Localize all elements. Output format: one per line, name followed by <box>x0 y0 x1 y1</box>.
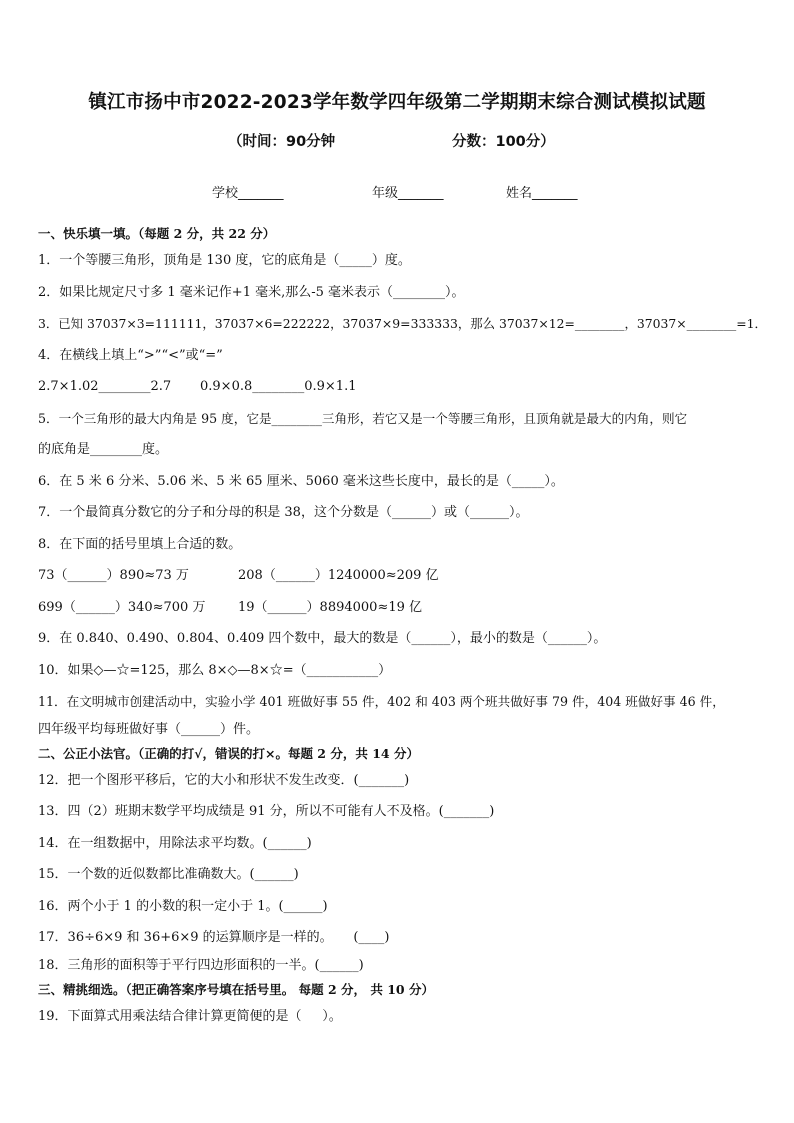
question-8c: 699（______）340≈700 万 <box>38 599 206 615</box>
question-1: 1．一个等腰三角形，顶角是 130 度，它的底角是（_____）度。 <box>38 253 411 268</box>
question-5-line2: 的底角是________度。 <box>38 442 169 457</box>
question-14: 14．在一组数据中，用除法求平均数。(______) <box>38 835 312 851</box>
question-10: 10．如果◇—☆=125，那么 8×◇—8×☆=（___________） <box>38 662 392 678</box>
question-4: 4．在横线上填上“>”“<”或“=” <box>38 347 223 363</box>
grade-field: 年级_______ <box>372 186 444 201</box>
question-13: 13．四（2）班期末数学平均成绩是 91 分，所以不可能有人不及格。(_______) <box>38 804 495 819</box>
question-8d: 19（______）8894000≈19 亿 <box>238 599 423 615</box>
section-heading: 三、精挑细选。（把正确答案序号填在括号里。 每题 2 分， 共 10 分） <box>38 981 434 997</box>
question-8a: 73（______）890≈73 万 <box>38 568 189 583</box>
question-6: 6．在 5 米 6 分米、5.06 米、5 米 65 厘米、5060 毫米这些长度中，最长的是（_____）。 <box>38 473 564 489</box>
section-heading: 一、快乐填一填。（每题 2 分，共 22 分） <box>38 226 276 241</box>
question-8b: 208（______）1240000≈209 亿 <box>238 568 439 583</box>
question-19: 19．下面算式用乘法结合律计算更简便的是（ ）。 <box>38 1008 342 1024</box>
exam-score: 分数：100分） <box>452 134 555 150</box>
question-4a: 2.7×1.02________2.7 <box>38 379 172 394</box>
question-17: 17．36÷6×9 和 36+6×9 的运算顺序是一样的。 (____) <box>38 930 390 945</box>
question-5-line1: 5．一个三角形的最大内角是 95 度，它是________三角形，若它又是一个等腰三角形，且顶角就是最大的内角，则它 <box>38 410 688 426</box>
question-12: 12．把一个图形平移后，它的大小和形状不发生改变．(_______) <box>38 772 410 788</box>
question-8: 8．在下面的括号里填上合适的数。 <box>38 536 242 552</box>
question-8-row1 <box>38 560 756 592</box>
question-9: 9．在 0.840、0.490、0.804、0.409 四个数中，最大的数是（______），最小的数是（______）。 <box>38 631 607 646</box>
question-15: 15．一个数的近似数都比准确数大。(______) <box>38 867 299 882</box>
school-field: 学校_______ <box>212 186 284 201</box>
name-field: 姓名_______ <box>506 186 578 201</box>
question-8-row2 <box>38 592 756 624</box>
question-list <box>38 222 767 1032</box>
question-11-line1: 11．在文明城市创建活动中，实验小学 401 班做好事 55 件，402 和 403 两个班共做好事 79 件，404 班做好事 46 件， <box>38 694 725 709</box>
page-title: 镇江市扬中市2022-2023学年数学四年级第二学期期末综合测试模拟试题 <box>88 92 706 113</box>
section-heading: 二、公正小法官。（正确的打√，错误的打×。每题 2 分，共 14 分） <box>38 745 419 761</box>
question-4b: 0.9×0.8________0.9×1.1 <box>200 379 357 394</box>
question-18: 18．三角形的面积等于平行四边形面积的一半。(______) <box>38 957 364 973</box>
question-3: 3．已知 37037×3=111111，37037×6=222222，37037×9=333333，那么 37037×12=________，37037×________=1． <box>38 316 767 331</box>
exam-time: （时间：90分钟 <box>228 134 336 150</box>
question-11-line2: 四年级平均每班做好事（______）件。 <box>38 721 260 737</box>
question-4-items <box>38 371 756 403</box>
question-16: 16．两个小于 1 的小数的积一定小于 1。(______) <box>38 898 328 914</box>
question-2: 2．如果比规定尺寸多 1 毫米记作+1 毫米,那么-5 毫米表示（________）。 <box>38 284 465 300</box>
question-7: 7．一个最简真分数它的分子和分母的积是 38，这个分数是（______）或（______）。 <box>38 505 529 520</box>
